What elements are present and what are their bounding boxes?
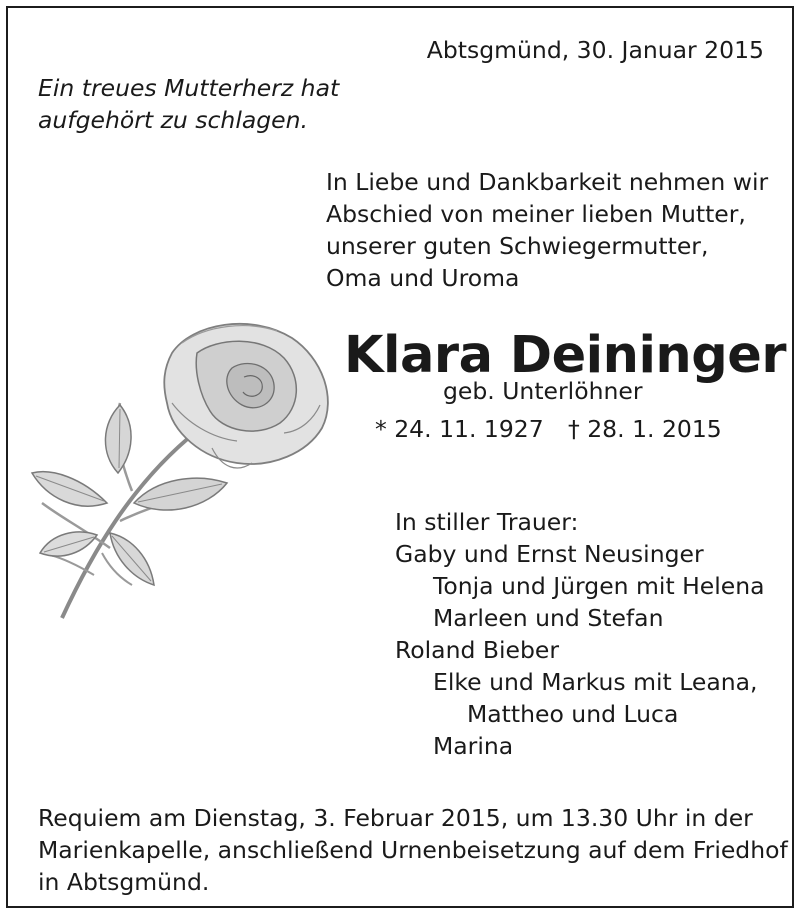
rose-icon: [22, 313, 332, 628]
mourner-line: Mattheo und Luca: [467, 700, 679, 728]
intro-line-4: Oma und Uroma: [326, 264, 520, 292]
motto-line-2: aufgehört zu schlagen.: [38, 106, 308, 134]
mourner-line: Gaby und Ernst Neusinger: [395, 540, 704, 568]
mourner-line: Marina: [433, 732, 514, 760]
birth-date: * 24. 11. 1927: [375, 415, 544, 443]
service-line-1: Requiem am Dienstag, 3. Februar 2015, um 13.30 Uhr in der: [38, 804, 753, 832]
motto-line-1: Ein treues Mutterherz hat: [38, 74, 340, 102]
intro-line-1: In Liebe und Dankbarkeit nehmen wir: [326, 168, 769, 196]
mourner-line: Roland Bieber: [395, 636, 560, 664]
death-date: † 28. 1. 2015: [568, 415, 722, 443]
mourner-line: Tonja und Jürgen mit Helena: [433, 572, 765, 600]
mourners-heading: In stiller Trauer:: [395, 508, 579, 536]
service-line-3: in Abtsgmünd.: [38, 868, 210, 896]
birth-name: geb. Unterlöhner: [443, 377, 643, 405]
intro-line-3: unserer guten Schwiegermutter,: [326, 232, 709, 260]
service-line-2: Marienkapelle, anschließend Urnenbeisetzung auf dem Friedhof: [38, 836, 788, 864]
place-date: Abtsgmünd, 30. Januar 2015: [426, 36, 764, 64]
mourner-line: Elke und Markus mit Leana,: [433, 668, 758, 696]
intro-line-2: Abschied von meiner lieben Mutter,: [326, 200, 746, 228]
deceased-name: Klara Deininger: [344, 326, 786, 385]
obituary-notice: [6, 6, 794, 908]
mourner-line: Marleen und Stefan: [433, 604, 664, 632]
